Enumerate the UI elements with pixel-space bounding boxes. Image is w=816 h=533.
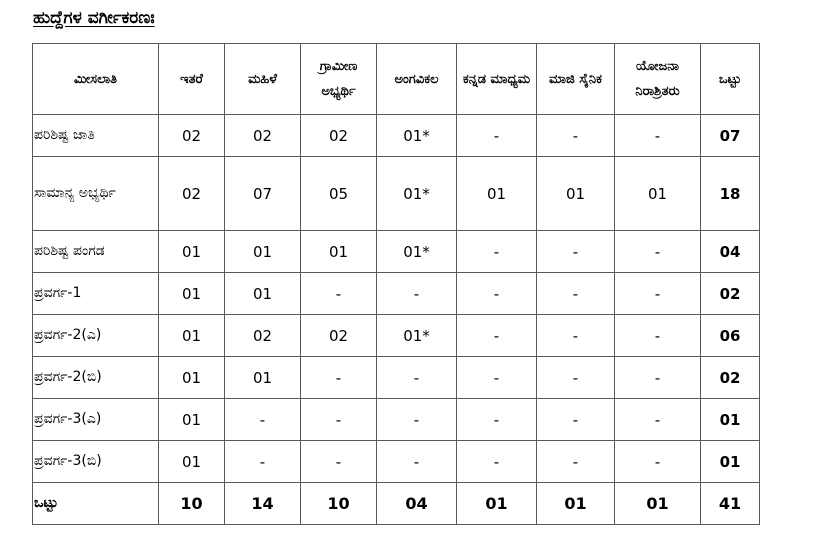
table-cell: - [225, 441, 301, 483]
table-cell: - [457, 273, 537, 315]
table-cell: - [457, 231, 537, 273]
table-cell: 02 [301, 115, 377, 157]
column-header-ex-servicemen: ಮಾಜಿ ಸೈನಿಕ [537, 44, 615, 115]
table-cell: 01 [615, 157, 701, 231]
table-cell: - [225, 399, 301, 441]
table-row [33, 441, 760, 483]
table-cell: - [537, 315, 615, 357]
table-cell: 01* [377, 315, 457, 357]
row-category-label: ಪ್ರವರ್ಗ-3(ಬಿ) [33, 441, 159, 483]
table-cell: - [537, 441, 615, 483]
table-cell: 01 [159, 273, 225, 315]
row-category-label: ಪ್ರವರ್ಗ-2(ಎ) [33, 315, 159, 357]
column-header-women: ಮಹಿಳೆ [225, 44, 301, 115]
totals-cell: 14 [225, 483, 301, 525]
row-total-cell: 07 [701, 115, 760, 157]
table-cell: - [615, 231, 701, 273]
table-cell: 01* [377, 231, 457, 273]
totals-cell: 10 [301, 483, 377, 525]
table-cell: 01 [159, 357, 225, 399]
table-cell: - [301, 357, 377, 399]
table-row [33, 399, 760, 441]
table-cell: - [377, 273, 457, 315]
table-cell: - [537, 399, 615, 441]
row-category-label: ಪ್ರವರ್ಗ-3(ಎ) [33, 399, 159, 441]
table-row [33, 157, 760, 231]
table-cell: - [377, 441, 457, 483]
table-cell: 01 [225, 357, 301, 399]
totals-row-label: ಒಟ್ಟು [33, 483, 159, 525]
row-total-cell: 02 [701, 357, 760, 399]
row-total-cell: 18 [701, 157, 760, 231]
table-cell: 01* [377, 115, 457, 157]
column-header-rural-candidate: ಗ್ರಾಮೀಣ ಅಭ್ಯರ್ಥಿ [301, 44, 377, 115]
table-cell: - [457, 115, 537, 157]
table-cell: - [615, 399, 701, 441]
table-row [33, 231, 760, 273]
table-cell: 02 [225, 115, 301, 157]
table-cell: - [301, 399, 377, 441]
table-cell: - [377, 399, 457, 441]
table-cell: 01 [225, 231, 301, 273]
totals-cell: 10 [159, 483, 225, 525]
table-cell: - [615, 273, 701, 315]
table-row [33, 315, 760, 357]
table-cell: 01 [537, 157, 615, 231]
table-cell: 02 [159, 157, 225, 231]
column-header-others: ಇತರೆ [159, 44, 225, 115]
table-cell: 01 [301, 231, 377, 273]
table-cell: - [457, 399, 537, 441]
table-cell: 01 [457, 157, 537, 231]
table-cell: - [301, 273, 377, 315]
table-cell: 01* [377, 157, 457, 231]
row-total-cell: 02 [701, 273, 760, 315]
table-cell: 02 [301, 315, 377, 357]
row-category-label: ಪರಿಶಿಷ್ಟ ಪಂಗಡ [33, 231, 159, 273]
table-cell: 02 [225, 315, 301, 357]
totals-cell: 01 [457, 483, 537, 525]
table-cell: - [457, 357, 537, 399]
column-header-kannada-medium: ಕನ್ನಡ ಮಾಧ್ಯಮ [457, 44, 537, 115]
table-cell: - [457, 315, 537, 357]
table-cell: - [301, 441, 377, 483]
column-header-total: ಒಟ್ಟು [701, 44, 760, 115]
table-cell: - [537, 273, 615, 315]
row-total-cell: 06 [701, 315, 760, 357]
totals-cell: 04 [377, 483, 457, 525]
table-cell: 01 [159, 441, 225, 483]
table-cell: - [615, 115, 701, 157]
row-total-cell: 01 [701, 441, 760, 483]
table-cell: 01 [159, 231, 225, 273]
table-cell: 01 [159, 315, 225, 357]
page-title: ಹುದ್ದೆಗಳ ವರ್ಗೀಕರಣಃ [33, 8, 155, 28]
table-row [33, 273, 760, 315]
table-cell: - [615, 315, 701, 357]
table-cell: 02 [159, 115, 225, 157]
totals-cell: 01 [615, 483, 701, 525]
table-header-row [33, 44, 760, 115]
table-cell: - [615, 441, 701, 483]
totals-row [33, 483, 760, 525]
table-cell: 01 [159, 399, 225, 441]
table-row [33, 115, 760, 157]
table-cell: 01 [225, 273, 301, 315]
table-cell: - [537, 231, 615, 273]
totals-cell: 01 [537, 483, 615, 525]
row-category-label: ಪ್ರವರ್ಗ-1 [33, 273, 159, 315]
table-cell: - [537, 115, 615, 157]
table-cell: - [457, 441, 537, 483]
table-cell: - [615, 357, 701, 399]
row-total-cell: 01 [701, 399, 760, 441]
row-total-cell: 04 [701, 231, 760, 273]
table-cell: 05 [301, 157, 377, 231]
row-category-label: ಪ್ರವರ್ಗ-2(ಬಿ) [33, 357, 159, 399]
grand-total-cell: 41 [701, 483, 760, 525]
table-cell: - [537, 357, 615, 399]
row-category-label: ಸಾಮಾನ್ಯ ಅಭ್ಯರ್ಥಿ [33, 157, 159, 231]
table-row [33, 357, 760, 399]
column-header-disabled: ಅಂಗವಿಕಲ [377, 44, 457, 115]
post-classification-table [32, 43, 760, 525]
table-cell: - [377, 357, 457, 399]
table-cell: 07 [225, 157, 301, 231]
row-category-label: ಪರಿಶಿಷ್ಟ ಜಾತಿ [33, 115, 159, 157]
column-header-project-displaced: ಯೋಜನಾ ನಿರಾಶ್ರಿತರು [615, 44, 701, 115]
column-header-reservation: ಮೀಸಲಾತಿ [33, 44, 159, 115]
